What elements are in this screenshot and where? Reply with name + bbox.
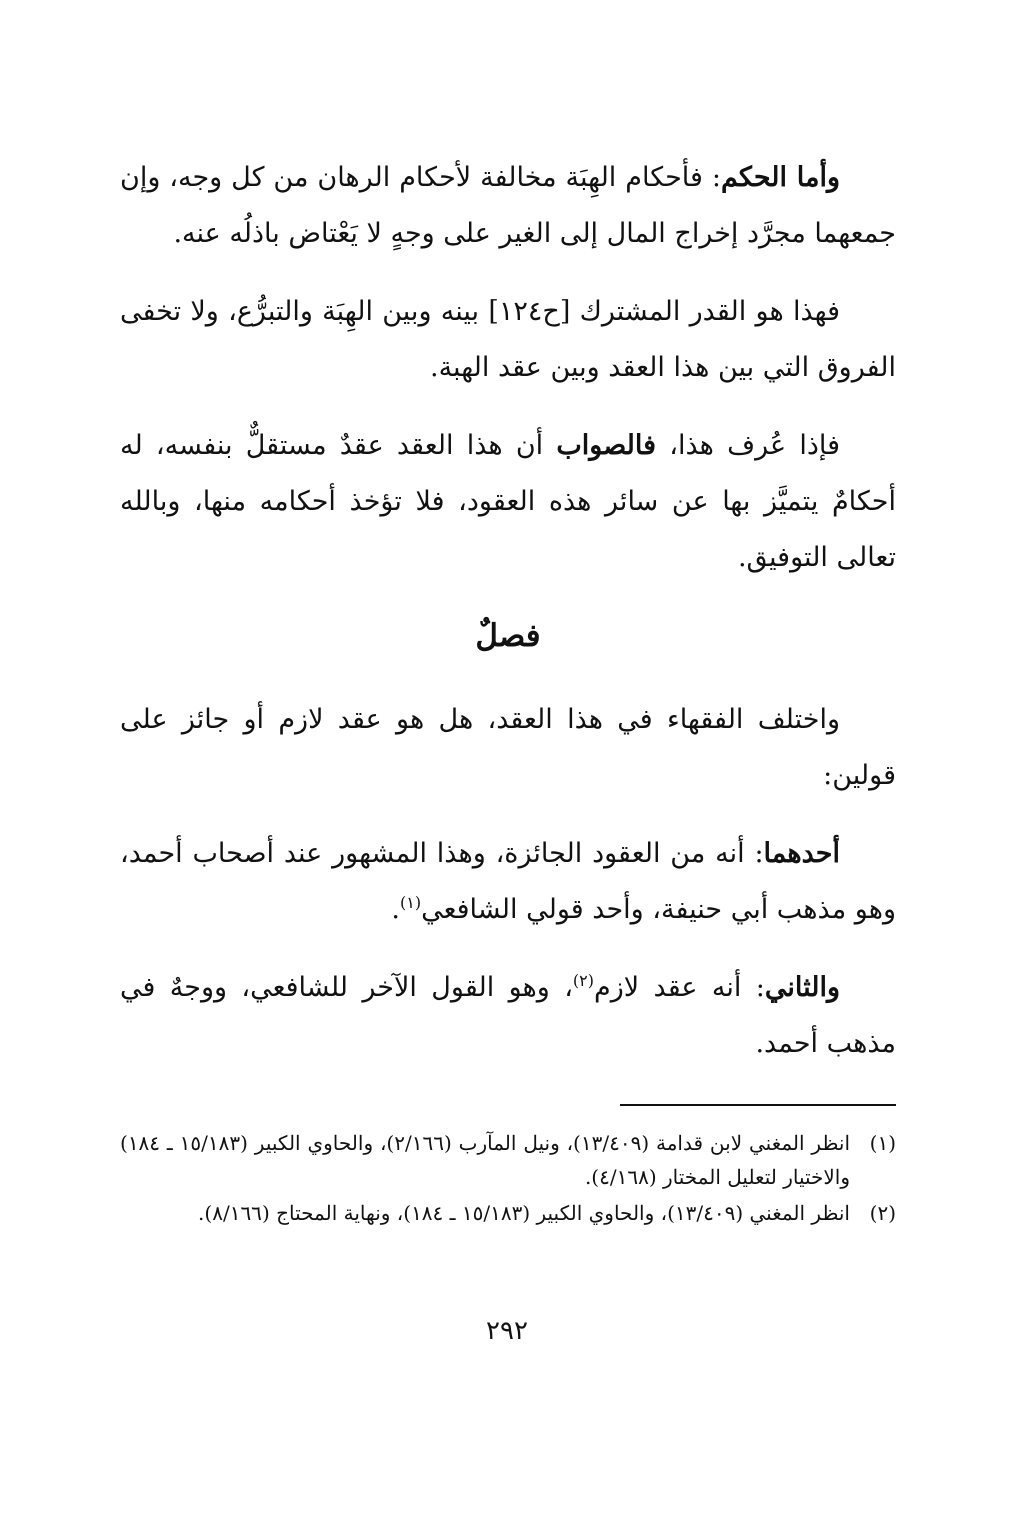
- paragraph-second-opinion: [120, 960, 896, 1072]
- paragraph-lead-bold: فالصواب: [556, 430, 657, 461]
- page-body: [120, 150, 896, 1094]
- paragraph-common-measure: [120, 284, 896, 396]
- footnote-text: انظر المغني لابن قدامة (١٣/٤٠٩)، ونيل المآرب (٢/١٦٦)، والحاوي الكبير (١٥/١٨٣ ـ ١٨٤) والاختيار لتعليل المختار (٤/١٦٨).: [120, 1131, 850, 1189]
- paragraph-disagreement: [120, 692, 896, 804]
- footnote-item: [120, 1196, 896, 1230]
- paragraph-text: واختلف الفقهاء في هذا العقد، هل هو عقد لازم أو جائز على قولين:: [120, 704, 896, 791]
- paragraph-tail: ، وهو القول الآخر للشافعي، ووجهٌ في مذهب أحمد.: [120, 972, 896, 1059]
- page-number: ٢٩٢: [486, 1316, 528, 1346]
- paragraph-text-before: فإذا عُرف هذا،: [669, 430, 840, 461]
- paragraph-text-after: أن هذا العقد عقدٌ مستقلٌّ بنفسه، له أحكامٌ يتميَّز بها عن سائر هذه العقود، فلا تؤخذ أحكامه منها، وبالله تعالى التوفيق.: [120, 430, 897, 573]
- paragraph-text: : أنه من العقود الجائزة، وهذا المشهور عند أصحاب أحمد، وهو مذهب أبي حنيفة، وأحد قولي الشافعي: [120, 838, 896, 925]
- paragraph-text: : فأحكام الهِبَة مخالفة لأحكام الرهان من كل وجه، وإن جمعهما مجرَّد إخراج المال إلى الغير على وجهٍ لا يَعْتاض باذلُه عنه.: [120, 162, 896, 249]
- paragraph-lead-bold: أحدهما: [763, 838, 840, 869]
- section-title: فصلٌ: [475, 618, 541, 654]
- paragraph-correct-view: [120, 418, 896, 586]
- paragraph-ruling: [120, 150, 896, 262]
- footnote-number: (٢): [869, 1201, 896, 1225]
- paragraph-tail: .: [391, 894, 400, 925]
- paragraph-first-opinion: [120, 826, 896, 938]
- paragraph-text: فهذا هو القدر المشترك [ح١٢٤] بينه وبين الهِبَة والتبرُّع، ولا تخفى الفروق التي بين هذا العقد وبين عقد الهبة.: [120, 296, 896, 383]
- paragraph-text: : أنه عقد لازم: [594, 972, 765, 1003]
- footnote-text: انظر المغني (١٣/٤٠٩)، والحاوي الكبير (١٥/١٨٣ ـ ١٨٤)، ونهاية المحتاج (٨/١٦٦).: [198, 1201, 850, 1225]
- footnote-reference[interactable]: (٢): [572, 971, 595, 990]
- footnote-reference[interactable]: (١): [399, 893, 422, 912]
- footnote-number: (١): [869, 1131, 896, 1155]
- paragraph-lead-bold: والثاني: [764, 972, 840, 1003]
- footnote-item: [120, 1126, 896, 1194]
- footnotes: [120, 1126, 896, 1232]
- footnote-divider: [620, 1104, 896, 1106]
- paragraph-lead-bold: وأما الحكم: [720, 162, 840, 193]
